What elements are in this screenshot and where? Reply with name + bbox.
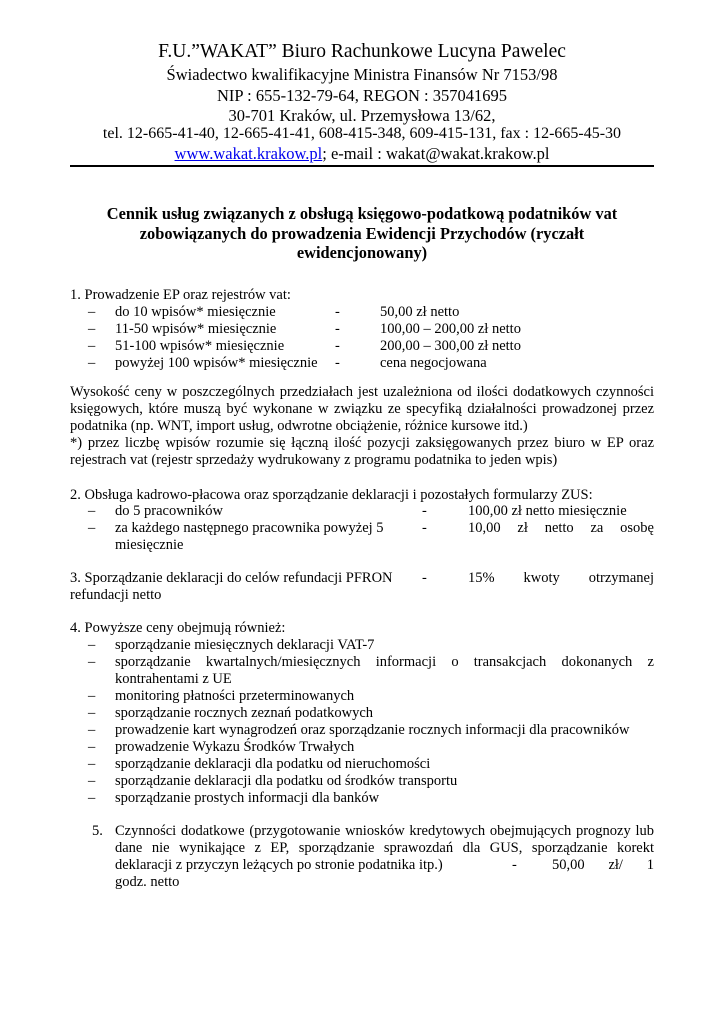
list-item: sporządzanie rocznych zeznań podatkowych — [115, 705, 374, 721]
bullet-dash: – — [88, 773, 96, 789]
list-item: sporządzanie kwartalnych/miesięcznych informacji o transakcjach dokonanych z — [115, 654, 654, 670]
row-price: 100,00 zł netto miesięcznie — [468, 503, 627, 519]
price-word: 1 — [646, 857, 654, 873]
header-divider — [70, 165, 654, 167]
bullet-dash: – — [88, 722, 96, 738]
list-item-continued: kontrahentami z UE — [115, 671, 232, 687]
company-name: F.U.”WAKAT” Biuro Rachunkowe Lucyna Pawelec — [158, 41, 566, 62]
list-item: sporządzanie prostych informacji dla banków — [115, 790, 380, 806]
row-separator: - — [512, 857, 517, 873]
document-title: Cennik usług związanych z obsługą księgowo-podatkową podatników vat zobowiązanych do prowadzenia Ewidencji Przychodów (ryczałt ewidencjonowany) — [106, 204, 618, 262]
row-description-continued: miesięcznie — [115, 537, 184, 553]
list-item: sporządzanie miesięcznych deklaracji VAT-7 — [115, 637, 375, 653]
section3-text-continued: refundacji netto — [70, 587, 162, 603]
email-text: ; e-mail : wakat@wakat.krakow.pl — [322, 144, 550, 163]
bullet-dash: – — [88, 739, 96, 755]
row-price: cena negocjowana — [380, 355, 487, 371]
row-price: 50,00 zł netto — [380, 304, 460, 320]
entries-footnote: *) przez liczbę wpisów rozumie się łączną ilość pozycji zaksięgowanych przez biuro w EP oraz rejestrach vat (rejestr sprzedaży wydrukowany z programu podatnika to jeden wpis) — [70, 435, 654, 468]
bullet-dash: – — [88, 503, 96, 519]
pricing-note: Wysokość ceny w poszczególnych przedziałach jest uzależniona od ilości dodatkowych czynności księgowych, które muszą być wykonane w związku ze specyfiką działalności prowadzonej przez podatnika (np. WNT, import usług, odwrotne obciążenie, różnice kursowe itd.) — [70, 384, 654, 434]
row-price: 200,00 – 300,00 zł netto — [380, 338, 521, 354]
bullet-dash: – — [88, 705, 96, 721]
bullet-dash: – — [88, 355, 96, 371]
row-price — [468, 520, 654, 537]
price-word: 50,00 — [552, 857, 585, 873]
contact-line — [70, 144, 654, 164]
price-word: zł — [517, 520, 528, 536]
row-price — [552, 857, 654, 874]
price-word: otrzymanej — [588, 570, 654, 586]
website-link[interactable]: www.wakat.krakow.pl — [174, 144, 323, 163]
section5-line: Czynności dodatkowe (przygotowanie wniosków kredytowych obejmujących prognozy lub — [115, 823, 654, 839]
address-line: 30-701 Kraków, ul. Przemysłowa 13/62, — [228, 106, 496, 125]
bullet-dash: – — [88, 756, 96, 772]
row-description: do 10 wpisów* miesięcznie — [115, 304, 276, 320]
row-price: 100,00 – 200,00 zł netto — [380, 321, 521, 337]
list-item: sporządzanie deklaracji dla podatku od nieruchomości — [115, 756, 431, 772]
price-word: za — [590, 520, 604, 536]
section5-line: deklaracji z przyczyn leżących po stronie podatnika itp.) — [115, 857, 443, 873]
bullet-dash: – — [88, 790, 96, 806]
row-description: 11-50 wpisów* miesięcznie — [115, 321, 277, 337]
section1-heading: 1. Prowadzenie EP oraz rejestrów vat: — [70, 287, 291, 303]
row-description: powyżej 100 wpisów* miesięcznie — [115, 355, 318, 371]
price-word: zł/ — [608, 857, 623, 873]
price-word: netto — [544, 520, 574, 536]
certificate-line: Świadectwo kwalifikacyjne Ministra Finansów Nr 7153/98 — [166, 65, 558, 84]
row-separator: - — [335, 304, 340, 320]
row-separator: - — [335, 338, 340, 354]
list-item: sporządzanie deklaracji dla podatku od środków transportu — [115, 773, 458, 789]
row-separator: - — [335, 321, 340, 337]
section5-number: 5. — [92, 823, 103, 839]
section2-heading: 2. Obsługa kadrowo-płacowa oraz sporządzanie deklaracji i pozostałych formularzy ZUS: — [70, 487, 593, 503]
bullet-dash: – — [88, 338, 96, 354]
price-word: 10,00 — [468, 520, 501, 536]
phones-line: tel. 12-665-41-40, 12-665-41-41, 608-415-348, 609-415-131, fax : 12-665-45-30 — [102, 125, 622, 142]
section5-line: dane nie wynikające z EP, sporządzanie sprawozdań dla GUS, sporządzanie korekt — [115, 840, 654, 856]
row-description: za każdego następnego pracownika powyżej 5 — [115, 520, 384, 536]
bullet-dash: – — [88, 304, 96, 320]
bullet-dash: – — [88, 688, 96, 704]
row-separator: - — [335, 355, 340, 371]
section3-text: 3. Sporządzanie deklaracji do celów refundacji PFRON — [70, 570, 393, 586]
bullet-dash: – — [88, 321, 96, 337]
row-description: do 5 pracowników — [115, 503, 223, 519]
price-word: kwoty — [523, 570, 560, 586]
bullet-dash: – — [88, 637, 96, 653]
row-separator: - — [422, 520, 427, 536]
list-item: monitoring płatności przeterminowanych — [115, 688, 355, 704]
section5-line-continued: godz. netto — [115, 874, 180, 890]
bullet-dash: – — [88, 654, 96, 670]
list-item: prowadzenie kart wynagrodzeń oraz sporządzanie rocznych informacji dla pracowników — [115, 722, 630, 738]
row-price — [468, 570, 654, 587]
row-separator: - — [422, 503, 427, 519]
bullet-dash: – — [88, 520, 96, 536]
section4-heading: 4. Powyższe ceny obejmują również: — [70, 620, 286, 636]
row-separator: - — [422, 570, 427, 586]
price-word: osobę — [620, 520, 654, 536]
price-word: 15% — [468, 570, 495, 586]
row-description: 51-100 wpisów* miesięcznie — [115, 338, 285, 354]
list-item: prowadzenie Wykazu Środków Trwałych — [115, 739, 355, 755]
tax-ids-line: NIP : 655-132-79-64, REGON : 357041695 — [217, 86, 507, 105]
